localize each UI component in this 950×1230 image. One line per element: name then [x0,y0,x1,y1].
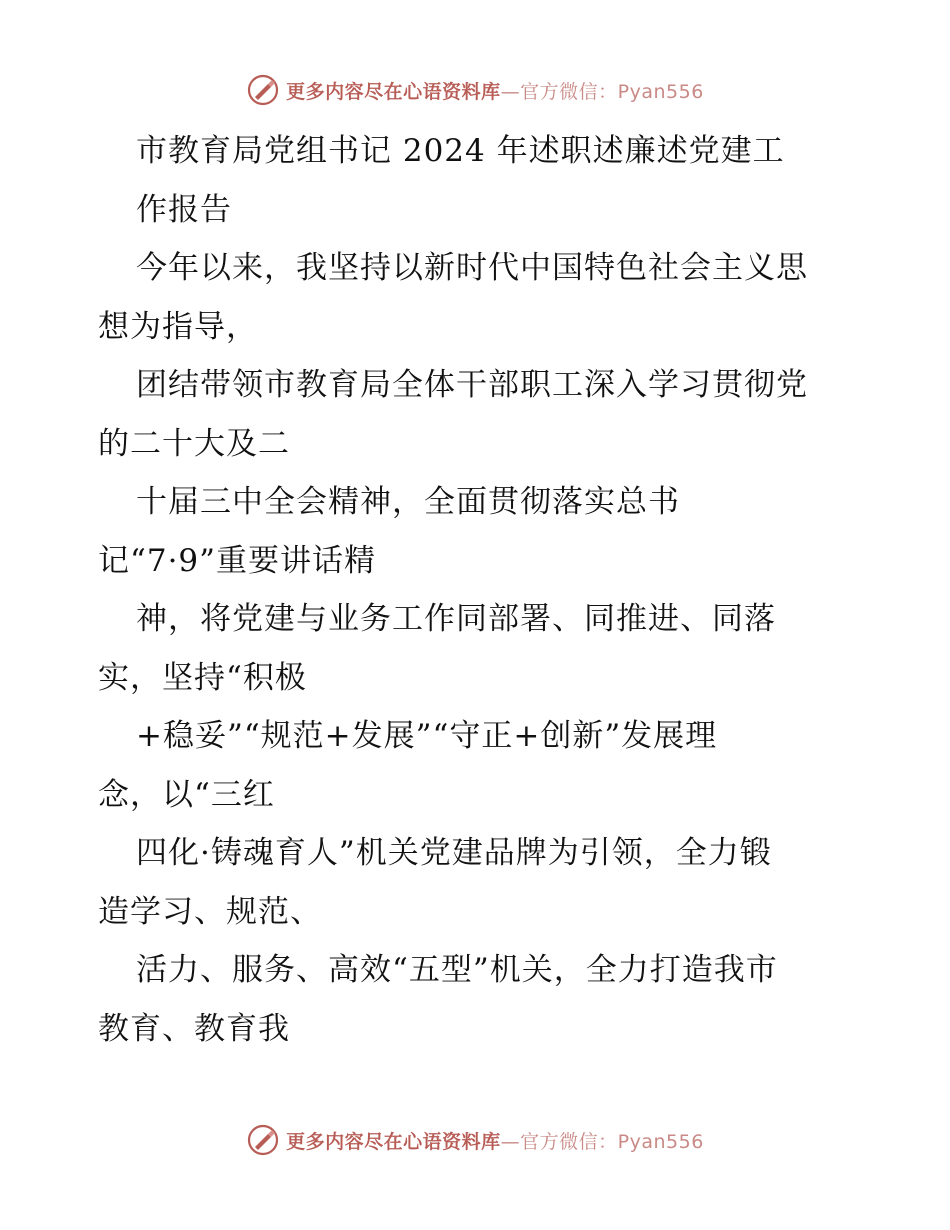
text-line: 念，以“三红 [98,776,275,813]
text-line: 想为指导， [98,308,258,345]
text-line: 造学习、规范、 [98,893,322,930]
text-line: 活力、服务、高效“五型”机关，全力打造我市 [136,952,778,988]
text-line: 市教育局党组书记 2024 年述职述廉述党建工 [136,133,785,169]
watermark-text [286,77,704,104]
watermark-separator: — [500,1130,521,1153]
watermark-brand: 更多内容尽在心语资料库 [286,80,501,103]
pen-logo-icon [246,73,280,107]
header-watermark [0,70,950,110]
text-line: 今年以来，我坚持以新时代中国特色社会主义思 [136,250,808,286]
text-line: 作报告 [136,191,232,228]
text-line: 实，坚持“积极 [98,659,307,696]
text-line: 教育、教育我 [98,1010,290,1047]
text-line: 记“7·9”重要讲话精 [98,542,376,579]
watermark-text [286,1127,704,1154]
text-line: 十届三中全会精神，全面贯彻落实总书 [136,484,680,520]
pen-logo-icon [246,1123,280,1157]
text-line: 神，将党建与业务工作同部署、同推进、同落 [136,601,776,637]
footer-watermark [0,1120,950,1160]
watermark-contact: 官方微信：Pyan556 [520,80,704,103]
document-body [98,122,868,1058]
text-line: 团结带领市教育局全体干部职工深入学习贯彻党 [136,367,808,403]
watermark-brand: 更多内容尽在心语资料库 [286,1130,501,1153]
text-line: 的二十大及二 [98,425,290,462]
text-line: +稳妥”“规范+发展”“守正+创新”发展理 [136,718,718,754]
watermark-separator: — [500,80,521,103]
watermark-contact: 官方微信：Pyan556 [520,1130,704,1153]
text-line: 四化·铸魂育人”机关党建品牌为引领，全力锻 [136,835,772,871]
